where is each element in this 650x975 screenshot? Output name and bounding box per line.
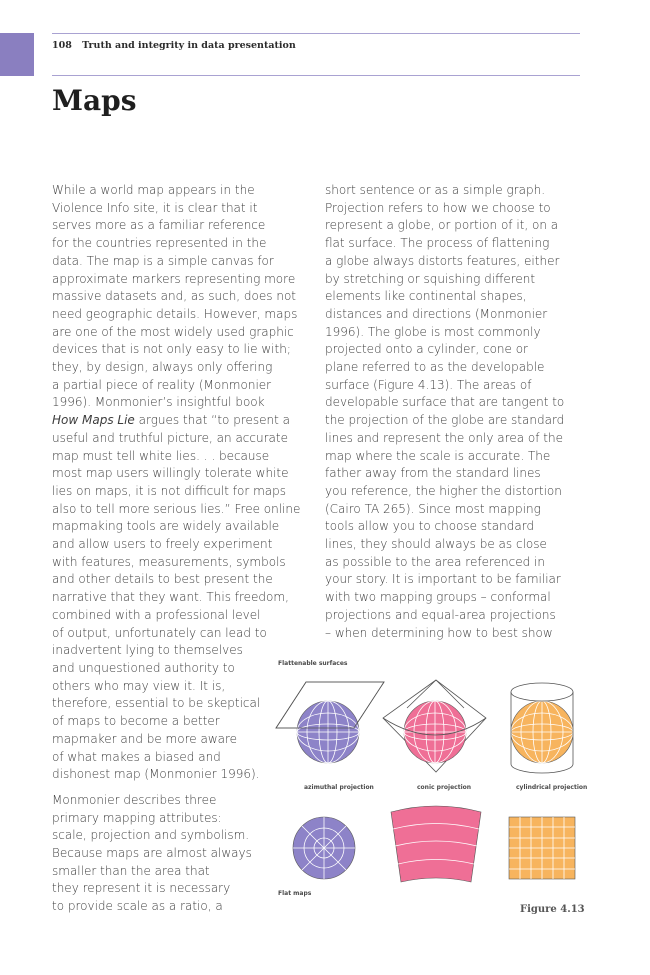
text-line: distances and directions (Monmonier <box>325 306 548 321</box>
cylindrical-globe-icon <box>511 683 573 773</box>
text-line: devices that is not only easy to lie with; <box>52 342 291 357</box>
azimuthal-globe-icon <box>276 682 384 763</box>
text-line: need geographic details. However, maps <box>52 306 298 321</box>
text-line: of what makes a biased and <box>52 749 221 764</box>
text-line: primary mapping attributes: <box>52 810 222 825</box>
text-line: are one of the most widely used graphic <box>52 324 294 339</box>
page-number: 108 <box>52 40 72 51</box>
text-line: most map users willingly tolerate white <box>52 466 289 481</box>
azimuthal-flat-map-icon <box>293 817 355 879</box>
text-line: by stretching or squishing different <box>325 271 536 286</box>
text-line: a partial piece of reality (Monmonier <box>52 377 272 392</box>
section-title: Maps <box>52 84 137 117</box>
label-azimuthal: azimuthal projection <box>304 784 374 791</box>
text-line: serves more as a familiar reference <box>52 218 266 233</box>
paragraph-2 <box>52 792 292 916</box>
text-line: with two mapping groups – conformal <box>325 590 551 605</box>
text-line: projections and equal-area projections <box>325 607 556 622</box>
text-line: mapmaker and be more aware <box>52 731 238 746</box>
text-line: (Cairo TA 265). Since most mapping <box>325 501 541 516</box>
text-line: as possible to the area referenced in <box>325 554 545 569</box>
chapter-edge-tab <box>0 33 34 76</box>
text-line: While a world map appears in the <box>52 183 255 197</box>
text-line: also to tell more serious lies.” Free online <box>52 501 301 516</box>
text-line <box>52 412 292 430</box>
conic-flat-map-icon <box>391 806 481 882</box>
text-line: narrative that they want. This freedom, <box>52 590 289 605</box>
text-line: to provide scale as a ratio, a <box>52 899 223 914</box>
text-line: massive datasets and, as such, does not <box>52 289 296 304</box>
text-line: of output, unfortunately can lead to <box>52 625 267 640</box>
running-header <box>52 40 296 51</box>
text-line: a globe always distorts features, either <box>325 253 560 268</box>
text-line: the projection of the globe are standard <box>325 413 565 428</box>
text-line: your story. It is important to be familiar <box>325 572 561 587</box>
text-line: short sentence or as a simple graph. <box>325 183 546 197</box>
text-line: map where the scale is accurate. The <box>325 448 551 463</box>
figure-caption: Figure 4.13 <box>520 904 585 915</box>
text-line: with features, measurements, symbols <box>52 554 286 569</box>
text-line: tools allow you to choose standard <box>325 519 535 534</box>
label-cylindrical: cylindrical projection <box>516 784 588 791</box>
figure-heading-top: Flattenable surfaces <box>278 660 348 667</box>
text-line: therefore, essential to be skeptical <box>52 696 261 711</box>
text-line: surface (Figure 4.13). The areas of <box>325 377 532 392</box>
conic-globe-icon <box>383 680 486 772</box>
figure-4-13 <box>276 660 586 920</box>
text-line: 1996). Monmonier’s insightful book <box>52 395 265 410</box>
text-line: – when determining how to best show <box>325 625 553 640</box>
text-line: lines, they should always be as close <box>325 537 547 552</box>
text-line: Because maps are almost always <box>52 846 252 861</box>
text-line: lines and represent the only area of the <box>325 430 563 445</box>
text-line: they represent it is necessary <box>52 881 231 896</box>
text-line: Projection refers to how we choose to <box>325 200 551 215</box>
text-line: mapmaking tools are widely available <box>52 519 280 534</box>
text-line: of maps to become a better <box>52 714 220 729</box>
running-title: Truth and integrity in data presentation <box>82 40 296 51</box>
text-line: combined with a professional level <box>52 607 261 622</box>
text-line: Violence Info site, it is clear that it <box>52 200 258 215</box>
header-rule-top <box>52 33 580 34</box>
text-line: data. The map is a simple canvas for <box>52 253 274 268</box>
label-conic: conic projection <box>417 784 472 791</box>
text-line: plane referred to as the developable <box>325 360 545 375</box>
text-line: father away from the standard lines <box>325 466 541 481</box>
text-line: elements like continental shapes, <box>325 289 527 304</box>
text-line: projected onto a cylinder, cone or <box>325 342 528 357</box>
paragraph-right <box>325 182 585 642</box>
text-line: inadvertent lying to themselves <box>52 643 243 658</box>
text-line: they, by design, always only offering <box>52 360 273 375</box>
text-line: Monmonier describes three <box>52 792 217 807</box>
header-rule-bottom <box>52 75 580 76</box>
text-line: flat surface. The process of flattening <box>325 236 550 251</box>
paragraph-1 <box>52 182 301 784</box>
text-line: smaller than the area that <box>52 863 210 878</box>
text-line: lies on maps, it is not difficult for maps <box>52 483 286 498</box>
right-column <box>325 182 585 642</box>
cylindrical-flat-map-icon <box>509 817 575 879</box>
text-line: and other details to best present the <box>52 572 273 587</box>
text-line: developable surface that are tangent to <box>325 395 565 410</box>
text-line: others who may view it. It is, <box>52 678 226 693</box>
text-fragment: argues that “to present a <box>134 413 290 428</box>
figure-heading-bottom: Flat maps <box>278 890 312 897</box>
book-title: How Maps Lie <box>52 413 135 428</box>
text-line: scale, projection and symbolism. <box>52 828 250 843</box>
text-line: and allow users to freely experiment <box>52 537 273 552</box>
text-line: represent a globe, or portion of it, on a <box>325 218 559 233</box>
text-line: 1996). The globe is most commonly <box>325 324 541 339</box>
text-line: useful and truthful picture, an accurate <box>52 430 288 445</box>
text-line: dishonest map (Monmonier 1996). <box>52 767 260 782</box>
text-line: map must tell white lies. . . because <box>52 448 270 463</box>
text-line: you reference, the higher the distortion <box>325 483 562 498</box>
text-line: for the countries represented in the <box>52 236 267 251</box>
text-line: approximate markers representing more <box>52 271 296 286</box>
text-line: and unquestioned authority to <box>52 660 235 675</box>
